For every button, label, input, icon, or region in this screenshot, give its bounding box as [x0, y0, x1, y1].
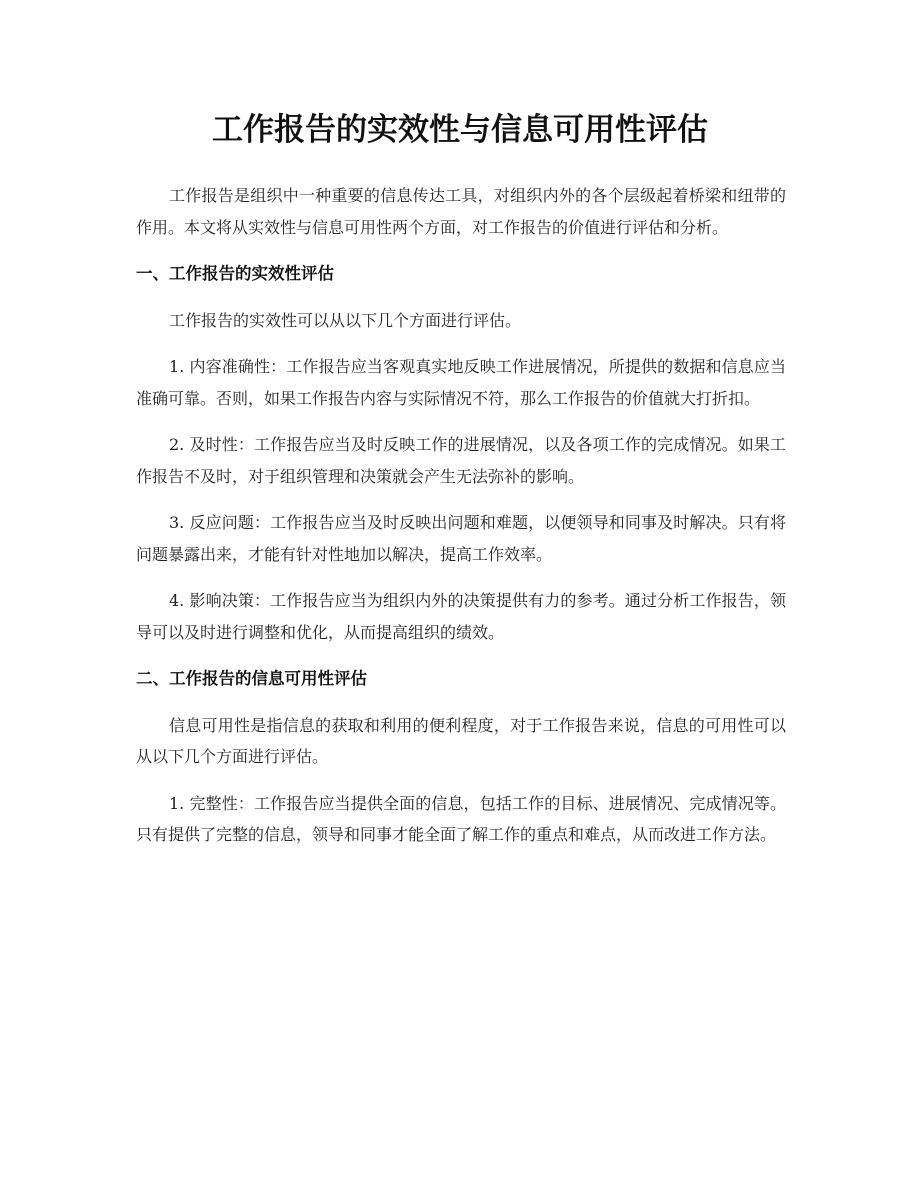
section-2-item-1: 1. 完整性：工作报告应当提供全面的信息，包括工作的目标、进展情况、完成情况等。只有提供了完整的信息，领导和同事才能全面了解工作的重点和难点，从而改进工作方法。: [136, 793, 786, 844]
section-1-item-2: 2. 及时性：工作报告应当及时反映工作的进展情况，以及各项工作的完成情况。如果工作报告不及时，对于组织管理和决策就会产生无法弥补的影响。: [136, 435, 786, 486]
document-title: 工作报告的实效性与信息可用性评估: [212, 112, 708, 148]
document-body: [136, 180, 786, 866]
section-1-item-3: 3. 反应问题：工作报告应当及时反映出问题和难题，以便领导和同事及时解决。只有将问题暴露出来，才能有针对性地加以解决，提高工作效率。: [136, 513, 786, 564]
section-1-item-4: 4. 影响决策：工作报告应当为组织内外的决策提供有力的参考。通过分析工作报告，领导可以及时进行调整和优化，从而提高组织的绩效。: [136, 591, 786, 642]
section-1-heading: 一、工作报告的实效性评估: [136, 264, 334, 283]
intro-paragraph: 工作报告是组织中一种重要的信息传达工具，对组织内外的各个层级起着桥梁和纽带的作用。本文将从实效性与信息可用性两个方面，对工作报告的价值进行评估和分析。: [136, 186, 786, 237]
section-1-item-1: 1. 内容准确性：工作报告应当客观真实地反映工作进展情况，所提供的数据和信息应当准确可靠。否则，如果工作报告内容与实际情况不符，那么工作报告的价值就大打折扣。: [136, 357, 786, 408]
section-2-heading: 二、工作报告的信息可用性评估: [136, 669, 367, 688]
section-1-intro: 工作报告的实效性可以从以下几个方面进行评估。: [169, 310, 522, 330]
section-2-intro: 信息可用性是指信息的获取和利用的便利程度，对于工作报告来说，信息的可用性可以从以下几个方面进行评估。: [136, 715, 786, 766]
